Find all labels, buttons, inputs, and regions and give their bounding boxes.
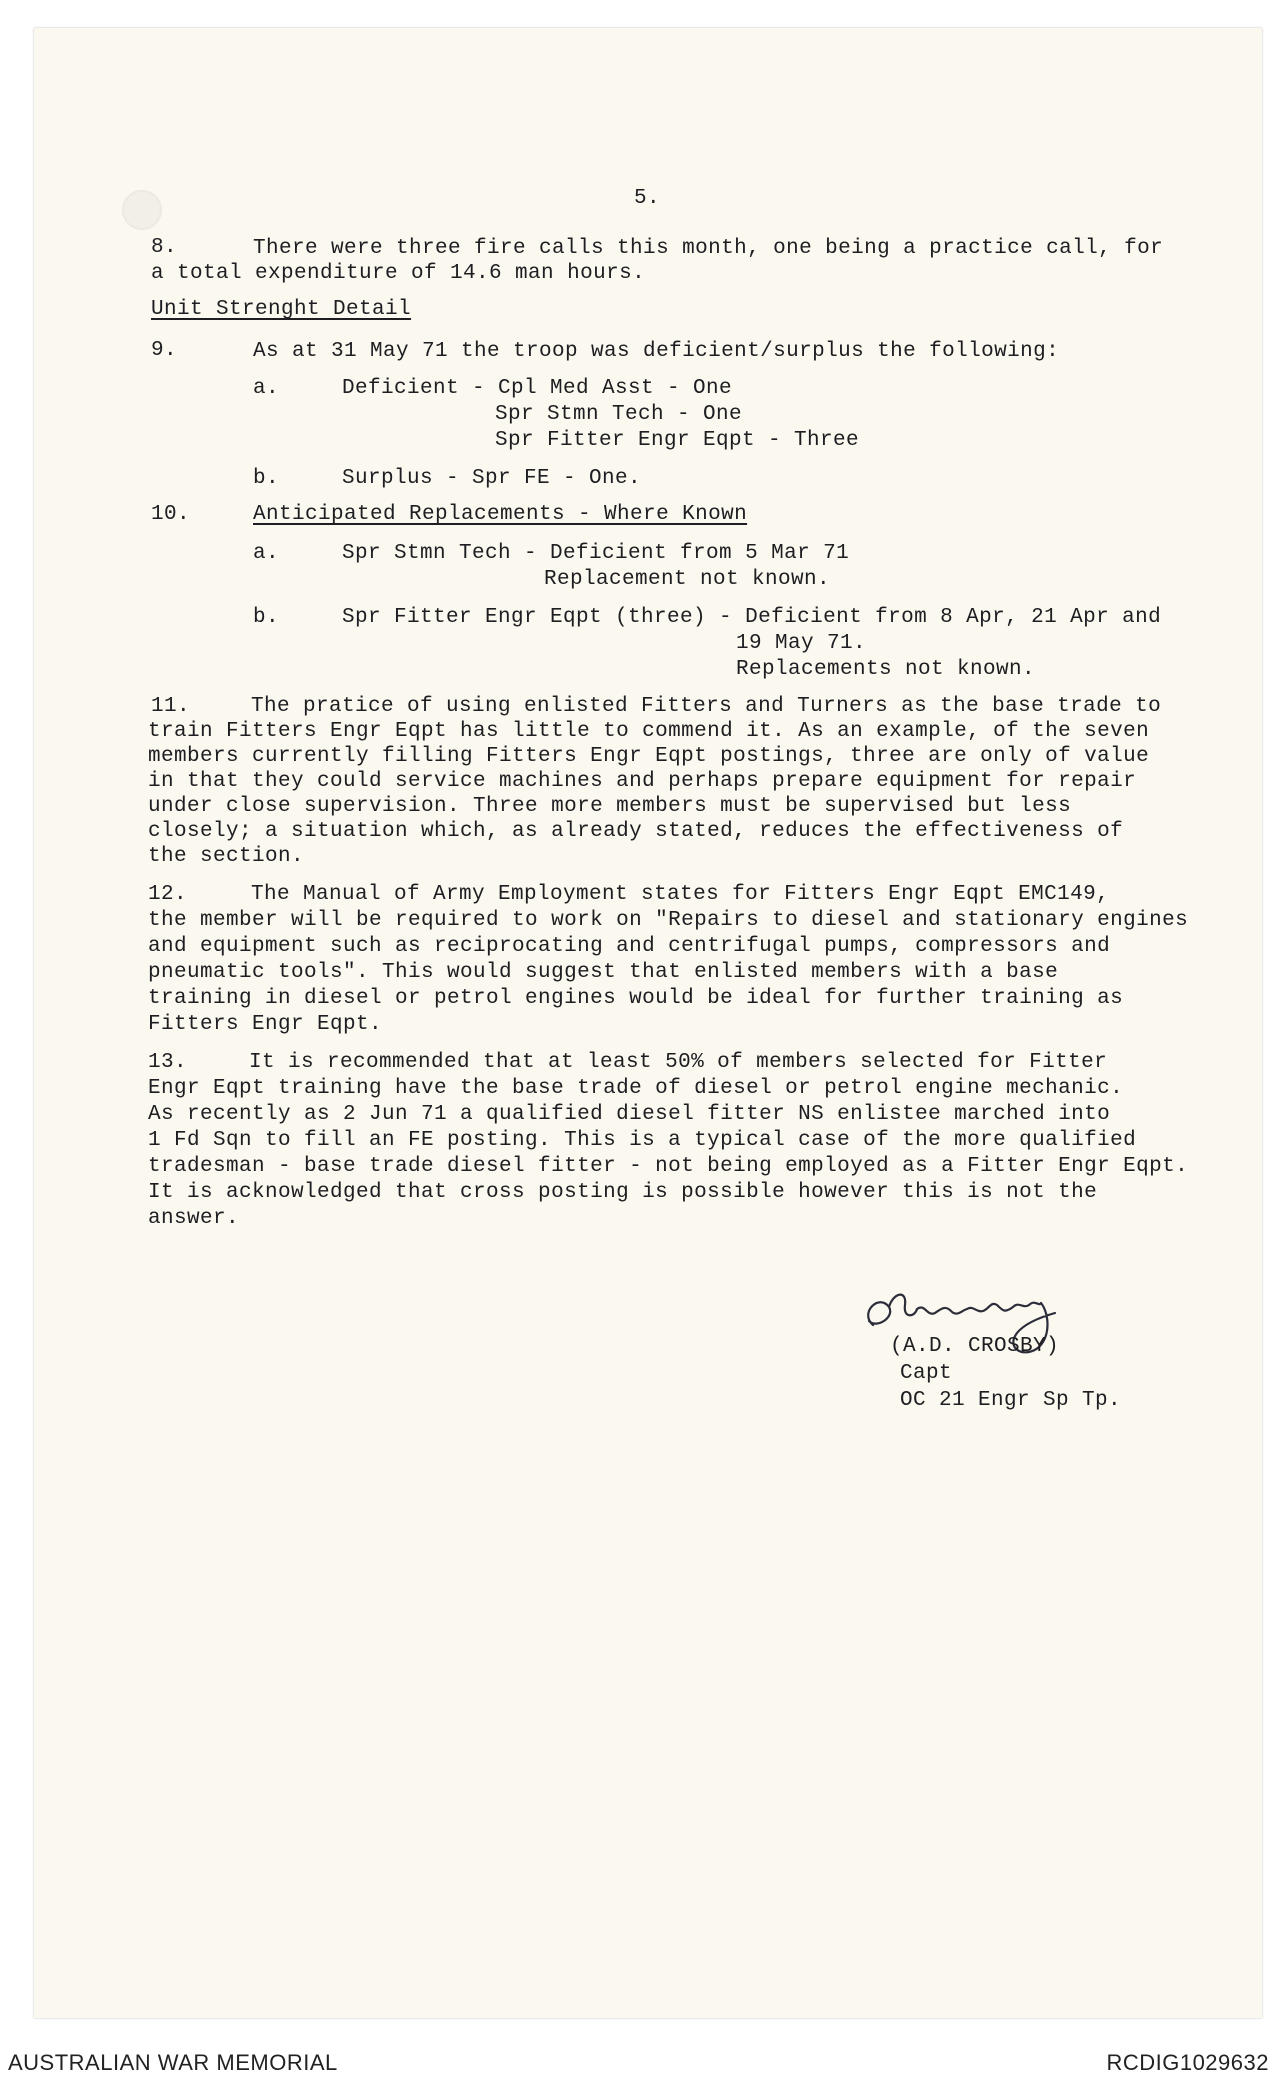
signatory-appointment: OC 21 Engr Sp Tp.	[900, 1389, 1122, 1412]
para-11-line-3: members currently filling Fitters Engr Eqpt postings, three are only of value	[148, 745, 1150, 768]
para-11-line-7: the section.	[148, 845, 305, 868]
para-9-number: 9.	[151, 339, 178, 362]
para-9-b-line: Surplus - Spr FE - One.	[342, 467, 642, 490]
para-12-line-6: Fitters Engr Eqpt.	[148, 1013, 383, 1036]
para-13-line-2: Engr Eqpt training have the base trade of diesel or petrol engine mechanic.	[148, 1077, 1124, 1100]
para-13-line-7: answer.	[148, 1207, 240, 1230]
para-13-line-4: 1 Fd Sqn to fill an FE posting. This is a typical case of the more qualified	[148, 1129, 1137, 1152]
para-13-first-line: It is recommended that at least 50% of members selected for Fitter	[249, 1051, 1108, 1074]
para-11-first-line: The pratice of using enlisted Fitters and Turners as the base trade to	[251, 695, 1162, 718]
para-9-a-line-1: Deficient - Cpl Med Asst - One	[342, 377, 733, 400]
signatory-name: (A.D. CROSBY)	[890, 1335, 1060, 1358]
para-9-a-label: a.	[253, 377, 280, 400]
signatory-rank: Capt	[900, 1362, 953, 1385]
para-13-number: 13.	[148, 1051, 188, 1074]
para-11-line-6: closely; a situation which, as already stated, reduces the effectiveness of	[148, 820, 1124, 843]
footer-record-id: RCDIG1029632	[1106, 2050, 1269, 2075]
footer-archive-name: AUSTRALIAN WAR MEMORIAL	[8, 2050, 338, 2075]
para-11-line-4: in that they could service machines and perhaps prepare equipment for repair	[148, 770, 1137, 793]
punch-hole-mark	[122, 190, 162, 230]
para-8-line-2: a total expenditure of 14.6 man hours.	[151, 262, 646, 285]
para-12-number: 12.	[148, 883, 188, 906]
para-8-line-1: There were three fire calls this month, one being a practice call, for	[253, 237, 1164, 260]
para-13-line-5: tradesman - base trade diesel fitter - not being employed as a Fitter Engr Eqpt.	[148, 1155, 1189, 1178]
para-13-line-3: As recently as 2 Jun 71 a qualified diesel fitter NS enlistee marched into	[148, 1103, 1111, 1126]
para-10-a-label: a.	[253, 542, 280, 565]
page-number: 5.	[634, 187, 661, 210]
para-12-line-5: training in diesel or petrol engines would be ideal for further training as	[148, 987, 1124, 1010]
para-12-line-2: the member will be required to work on "Repairs to diesel and stationary engines	[148, 909, 1189, 932]
para-9-a-line-2: Spr Stmn Tech - One	[495, 403, 743, 426]
para-10-b-line-2: 19 May 71.	[736, 632, 867, 655]
para-11-line-5: under close supervision. Three more members must be supervised but less	[148, 795, 1072, 818]
para-10-a-line-1: Spr Stmn Tech - Deficient from 5 Mar 71	[342, 542, 850, 565]
heading-unit-strength: Unit Strenght Detail	[151, 298, 412, 321]
para-10-b-label: b.	[253, 606, 280, 629]
para-11-number: 11.	[151, 695, 191, 718]
para-10-b-line-1: Spr Fitter Engr Eqpt (three) - Deficient from 8 Apr, 21 Apr and	[342, 606, 1162, 629]
para-10-number: 10.	[151, 503, 191, 526]
para-8-number: 8.	[151, 236, 178, 259]
para-12-first-line: The Manual of Army Employment states for Fitters Engr Eqpt EMC149,	[251, 883, 1110, 906]
para-9-a-line-3: Spr Fitter Engr Eqpt - Three	[495, 429, 860, 452]
para-10-a-line-2: Replacement not known.	[544, 568, 831, 591]
para-10-heading: Anticipated Replacements - Where Known	[253, 503, 748, 526]
para-12-line-3: and equipment such as reciprocating and centrifugal pumps, compressors and	[148, 935, 1111, 958]
para-13-line-6: It is acknowledged that cross posting is possible however this is not the	[148, 1181, 1098, 1204]
para-9-intro: As at 31 May 71 the troop was deficient/surplus the following:	[253, 340, 1060, 363]
para-11-line-2: train Fitters Engr Eqpt has little to commend it. As an example, of the seven	[148, 720, 1150, 743]
para-12-line-4: pneumatic tools". This would suggest that enlisted members with a base	[148, 961, 1059, 984]
para-10-b-line-3: Replacements not known.	[736, 658, 1036, 681]
para-9-b-label: b.	[253, 467, 280, 490]
